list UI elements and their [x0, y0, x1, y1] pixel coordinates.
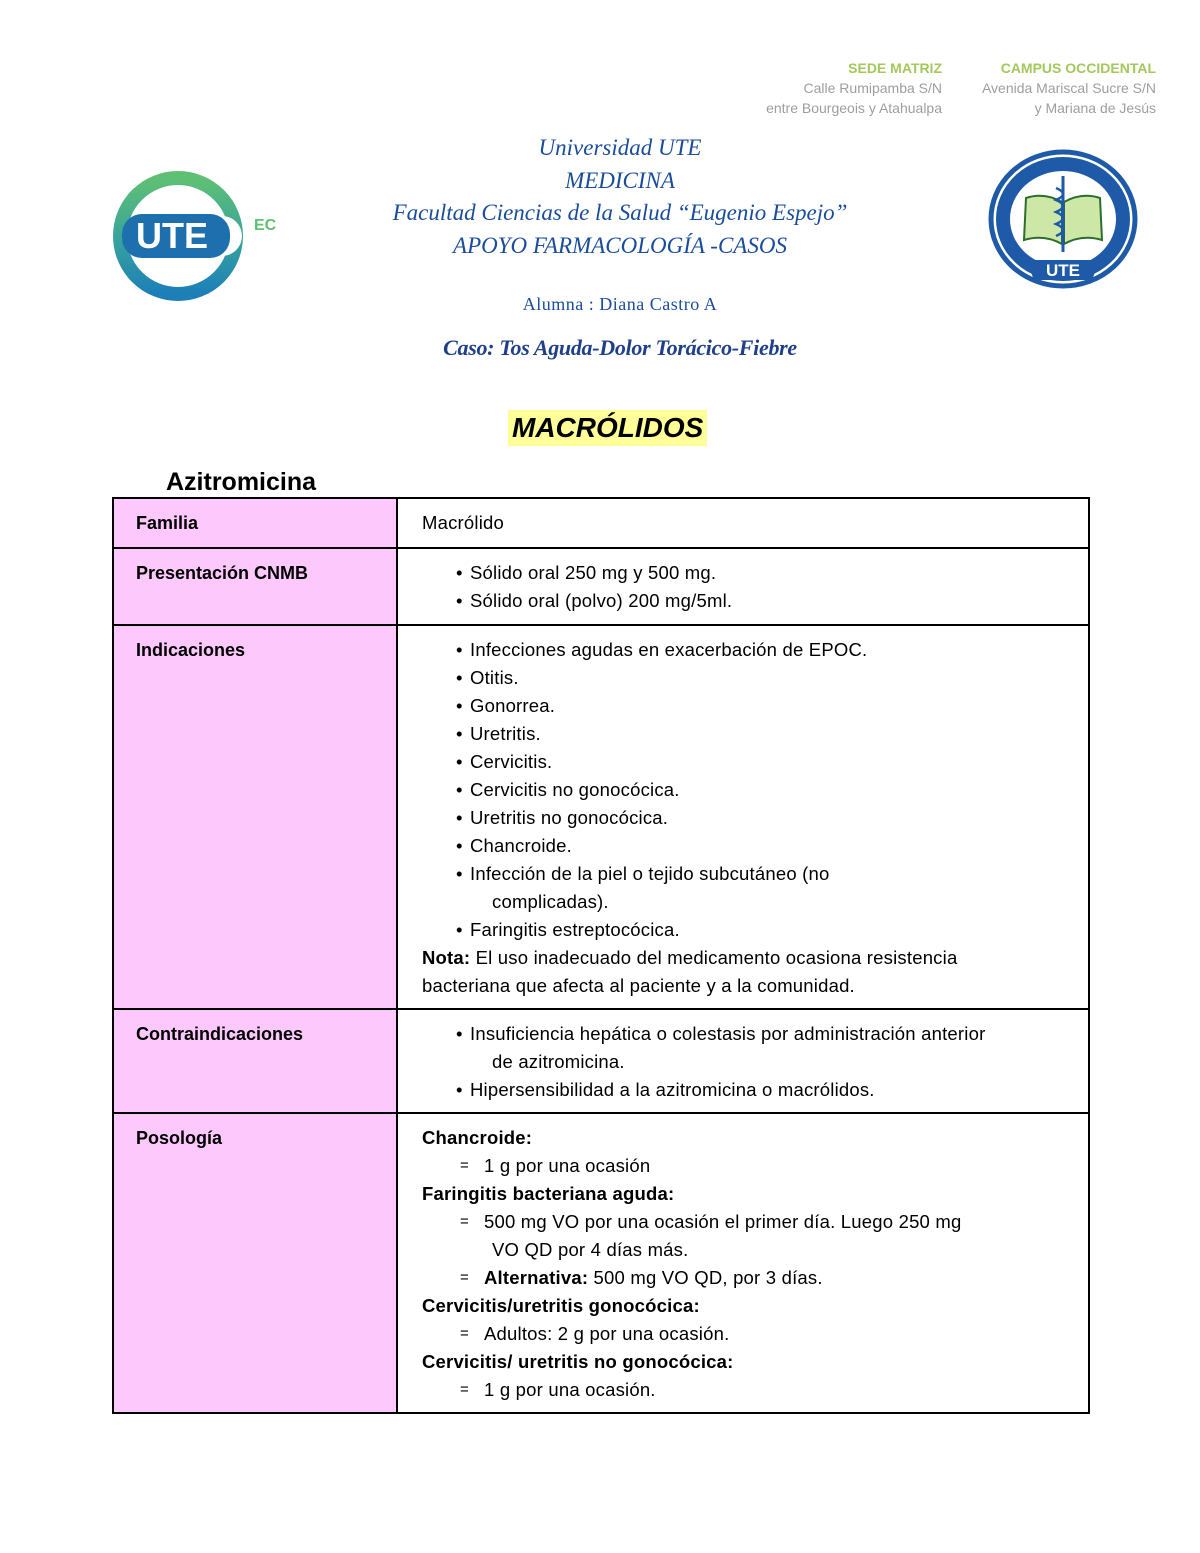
- sede-matriz-line1: Calle Rumipamba S/N: [803, 80, 942, 96]
- contra-item1-line1: • Insuficiencia hepática o colestasis por administración anterior: [470, 1023, 986, 1044]
- presentation-label: Presentación CNMB: [113, 548, 397, 625]
- address-sede-matriz: [700, 58, 942, 118]
- indications-note: [422, 944, 1064, 972]
- campus-heading: CAMPUS OCCIDENTAL: [1000, 60, 1156, 76]
- presentation-value: [397, 548, 1089, 625]
- seal-ute-text: UTE: [1046, 261, 1080, 280]
- indications-label: Indicaciones: [113, 625, 397, 1009]
- faringitis-dose-line2: VO QD por 4 días más.: [492, 1239, 689, 1260]
- list-item: [456, 1020, 1064, 1076]
- table-row-family: [113, 498, 1089, 548]
- alternativa-label: Alternativa:: [484, 1267, 589, 1288]
- list-item: • Infecciones agudas en exacerbación de EPOC.: [456, 636, 1064, 664]
- list-item: • Chancroide.: [456, 832, 1064, 860]
- list-item: = Adultos: 2 g por una ocasión.: [460, 1320, 1064, 1348]
- alternativa-value: 500 mg VO QD, por 3 días.: [588, 1267, 823, 1288]
- heading-block: [300, 132, 940, 262]
- note-label: Nota:: [422, 947, 471, 968]
- skin-infection-line1: • Infección de la piel o tejido subcutáneo (no: [470, 863, 830, 884]
- course-name: APOYO FARMACOLOGÍA -CASOS: [453, 232, 787, 258]
- contra-item1-line2: de azitromicina.: [492, 1051, 625, 1072]
- table-row-posology: [113, 1113, 1089, 1413]
- table-row-presentation: [113, 548, 1089, 625]
- family-value: Macrólido: [397, 498, 1089, 548]
- faringitis-dose-line1: = 500 mg VO por una ocasión el primer día. Luego 250 mg: [484, 1211, 962, 1232]
- list-item: • Hipersensibilidad a la azitromicina o macrólidos.: [456, 1076, 1064, 1104]
- skin-infection-line2: complicadas).: [492, 891, 609, 912]
- table-row-indications: [113, 625, 1089, 1009]
- sede-matriz-heading: SEDE MATRIZ: [848, 60, 942, 76]
- list-item: • Cervicitis no gonocócica.: [456, 776, 1064, 804]
- school-name: MEDICINA: [565, 167, 675, 193]
- list-item: • Cervicitis.: [456, 748, 1064, 776]
- gonococica-heading: Cervicitis/uretritis gonocócica:: [422, 1295, 700, 1316]
- family-label: Familia: [113, 498, 397, 548]
- campus-line2: y Mariana de Jesús: [1034, 100, 1156, 116]
- note-line1: El uso inadecuado del medicamento ocasiona resistencia: [470, 947, 958, 968]
- contraindications-label: Contraindicaciones: [113, 1009, 397, 1113]
- contraindications-value: [397, 1009, 1089, 1113]
- indications-value: [397, 625, 1089, 1009]
- list-item: • Otitis.: [456, 664, 1064, 692]
- ute-ec-logo: [108, 166, 278, 306]
- list-item: • Uretritis.: [456, 720, 1064, 748]
- list-item: = 1 g por una ocasión.: [460, 1376, 1064, 1404]
- no-gonococica-heading: Cervicitis/ uretritis no gonocócica:: [422, 1351, 734, 1372]
- sede-matriz-line2: entre Bourgeois y Atahualpa: [766, 100, 942, 116]
- faculty-name: Facultad Ciencias de la Salud “Eugenio Espejo”: [392, 200, 848, 225]
- ute-logo-text: UTE: [136, 215, 208, 256]
- list-item: = 1 g por una ocasión: [460, 1152, 1064, 1180]
- drug-info-table: [112, 497, 1090, 1414]
- student-name: Alumna : Diana Castro A: [522, 294, 718, 314]
- address-campus-occidental: [940, 58, 1156, 118]
- table-row-contraindications: [113, 1009, 1089, 1113]
- list-item: • Faringitis estreptocócica.: [456, 916, 1064, 944]
- list-item: [460, 1208, 1064, 1264]
- university-name: Universidad UTE: [538, 135, 702, 160]
- drug-name: Azitromicina: [166, 468, 317, 496]
- list-item: [456, 860, 1064, 916]
- note-line2: bacteriana que afecta al paciente y a la comunidad.: [422, 975, 855, 996]
- list-item: • Sólido oral (polvo) 200 mg/5ml.: [456, 587, 1064, 615]
- ec-logo-text: EC: [254, 217, 277, 234]
- chancroide-heading: Chancroide:: [422, 1127, 533, 1148]
- posology-label: Posología: [113, 1113, 397, 1413]
- posology-value: [397, 1113, 1089, 1413]
- case-title: Caso: Tos Aguda-Dolor Torácico-Fiebre: [443, 335, 797, 360]
- faringitis-heading: Faringitis bacteriana aguda:: [422, 1183, 675, 1204]
- section-title: MACRÓLIDOS: [508, 410, 707, 446]
- list-item: [460, 1264, 1064, 1292]
- list-item: • Gonorrea.: [456, 692, 1064, 720]
- campus-line1: Avenida Mariscal Sucre S/N: [981, 80, 1156, 96]
- list-item: • Sólido oral 250 mg y 500 mg.: [456, 559, 1064, 587]
- list-item: • Uretritis no gonocócica.: [456, 804, 1064, 832]
- facultad-seal-logo: [986, 148, 1140, 290]
